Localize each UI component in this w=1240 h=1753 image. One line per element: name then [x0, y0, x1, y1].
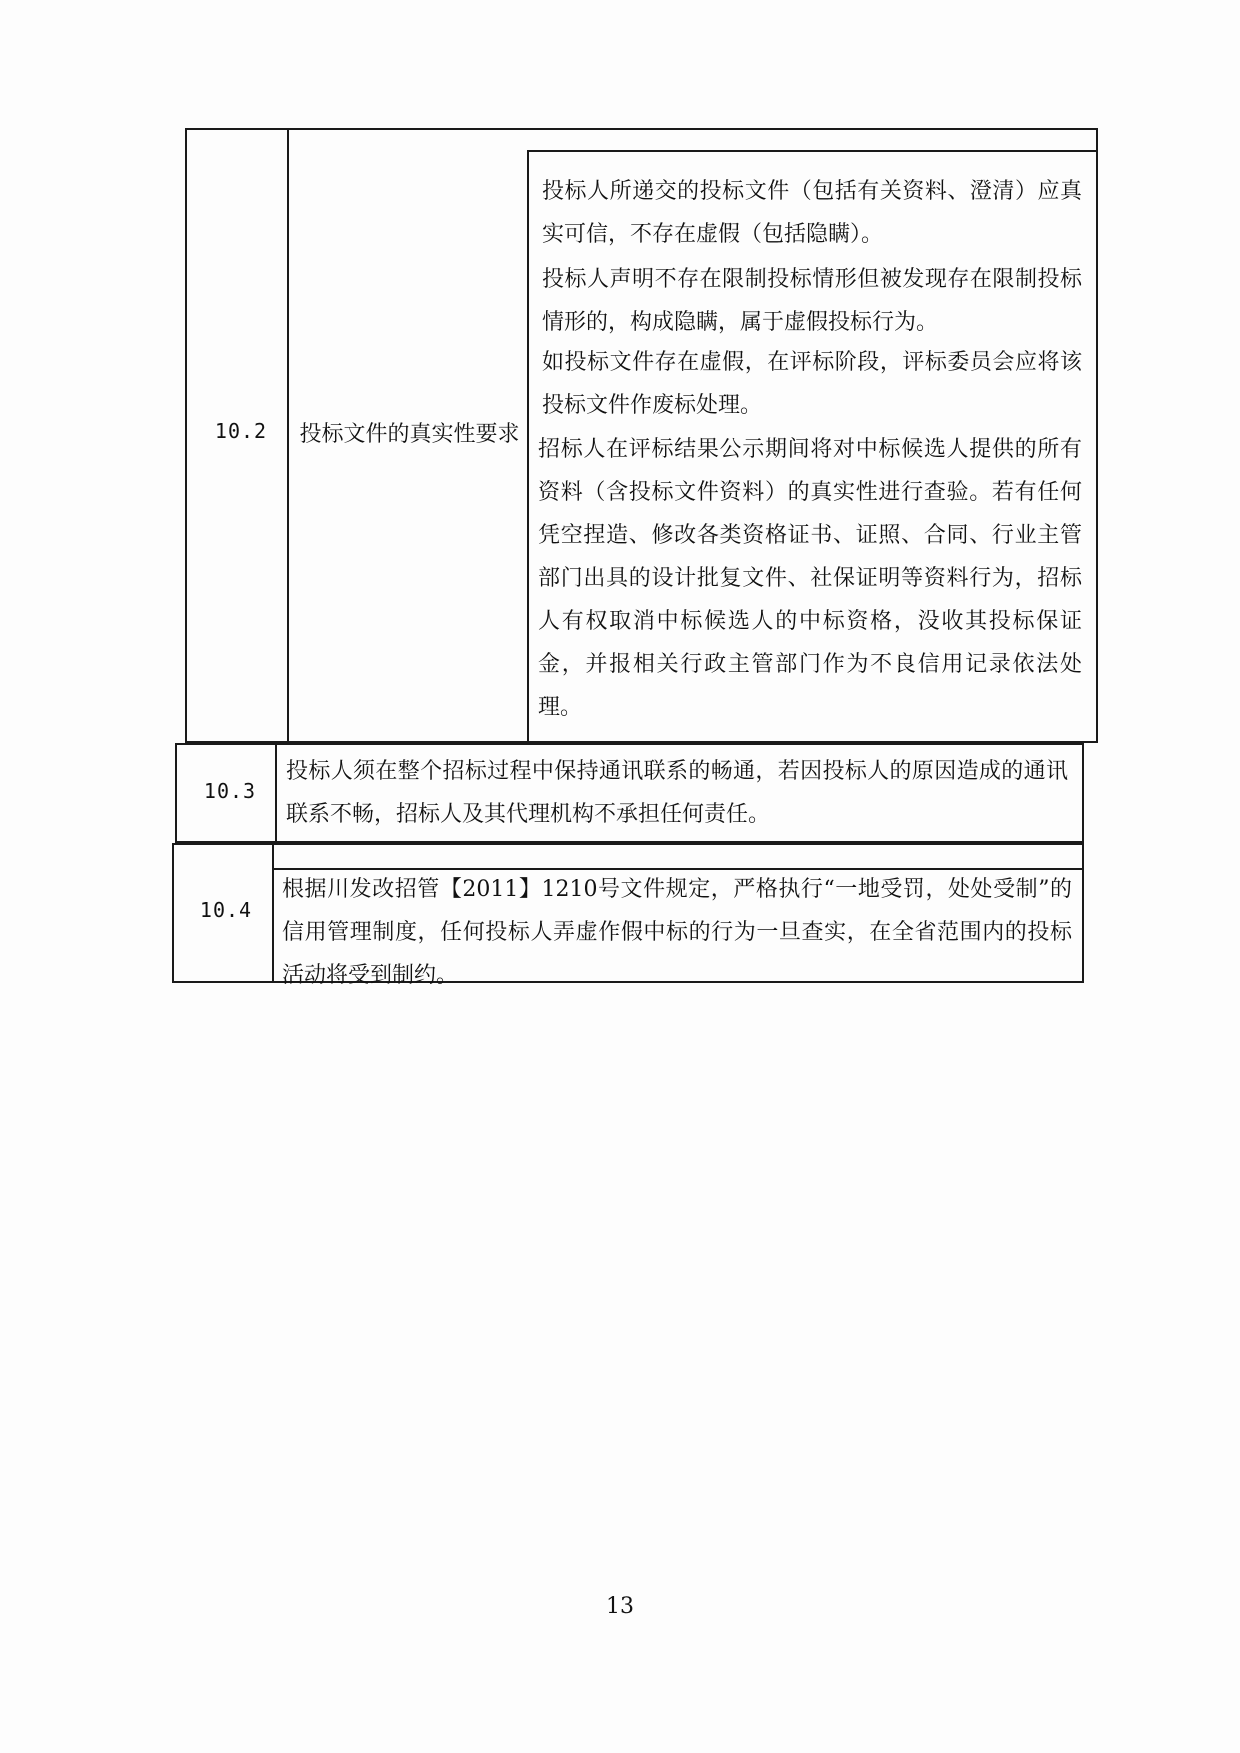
row-10-2-paragraph-3: 如投标文件存在虚假，在评标阶段，评标委员会应将该投标文件作废标处理。 — [542, 350, 1082, 418]
row-10-2-divider-1 — [287, 128, 289, 743]
row-10-2-divider-2 — [527, 150, 529, 743]
row-10-4-divider — [272, 843, 274, 983]
row-10-3-text: 投标人须在整个招标过程中保持通讯联系的畅通，若因投标人的原因造成的通讯联系不畅，招标人及其代理机构不承担任何责任。 — [286, 759, 1068, 827]
row-number-10-2: 10.2 — [214, 419, 268, 443]
row-number-10-3: 10.3 — [203, 779, 257, 803]
row-10-2-paragraph-2: 投标人声明不存在限制投标情形但被发现存在限制投标情形的，构成隐瞒，属于虚假投标行为。 — [542, 267, 1082, 335]
page-number: 13 — [606, 1594, 634, 1619]
row-number-10-4: 10.4 — [199, 898, 253, 922]
row-10-3-divider — [275, 743, 277, 843]
row-10-2-paragraph-4: 招标人在评标结果公示期间将对中标候选人提供的所有资料（含投标文件资料）的真实性进行查验。若有任何凭空捏造、修改各类资格证书、证照、合同、行业主管部门出具的设计批复文件、社保证明等资料行为，招标人有权取消中标候选人的中标资格，没收其投标保证金，并报相关行政主管部门作为不良信用记录依法处理。 — [538, 437, 1082, 720]
row-10-2-content-top — [527, 150, 1098, 152]
row-10-2-paragraph-1: 投标人所递交的投标文件（包括有关资料、澄清）应真实可信，不存在虚假（包括隐瞒）。 — [542, 179, 1082, 247]
row-10-4-text: 根据川发改招管【2011】1210号文件规定，严格执行“一地受罚，处处受制”的信用管理制度，任何投标人弄虚作假中标的行为一旦查实，在全省范围内的投标活动将受到制约。 — [282, 877, 1072, 988]
row-title-10-2: 投标文件的真实性要求 — [299, 422, 520, 447]
